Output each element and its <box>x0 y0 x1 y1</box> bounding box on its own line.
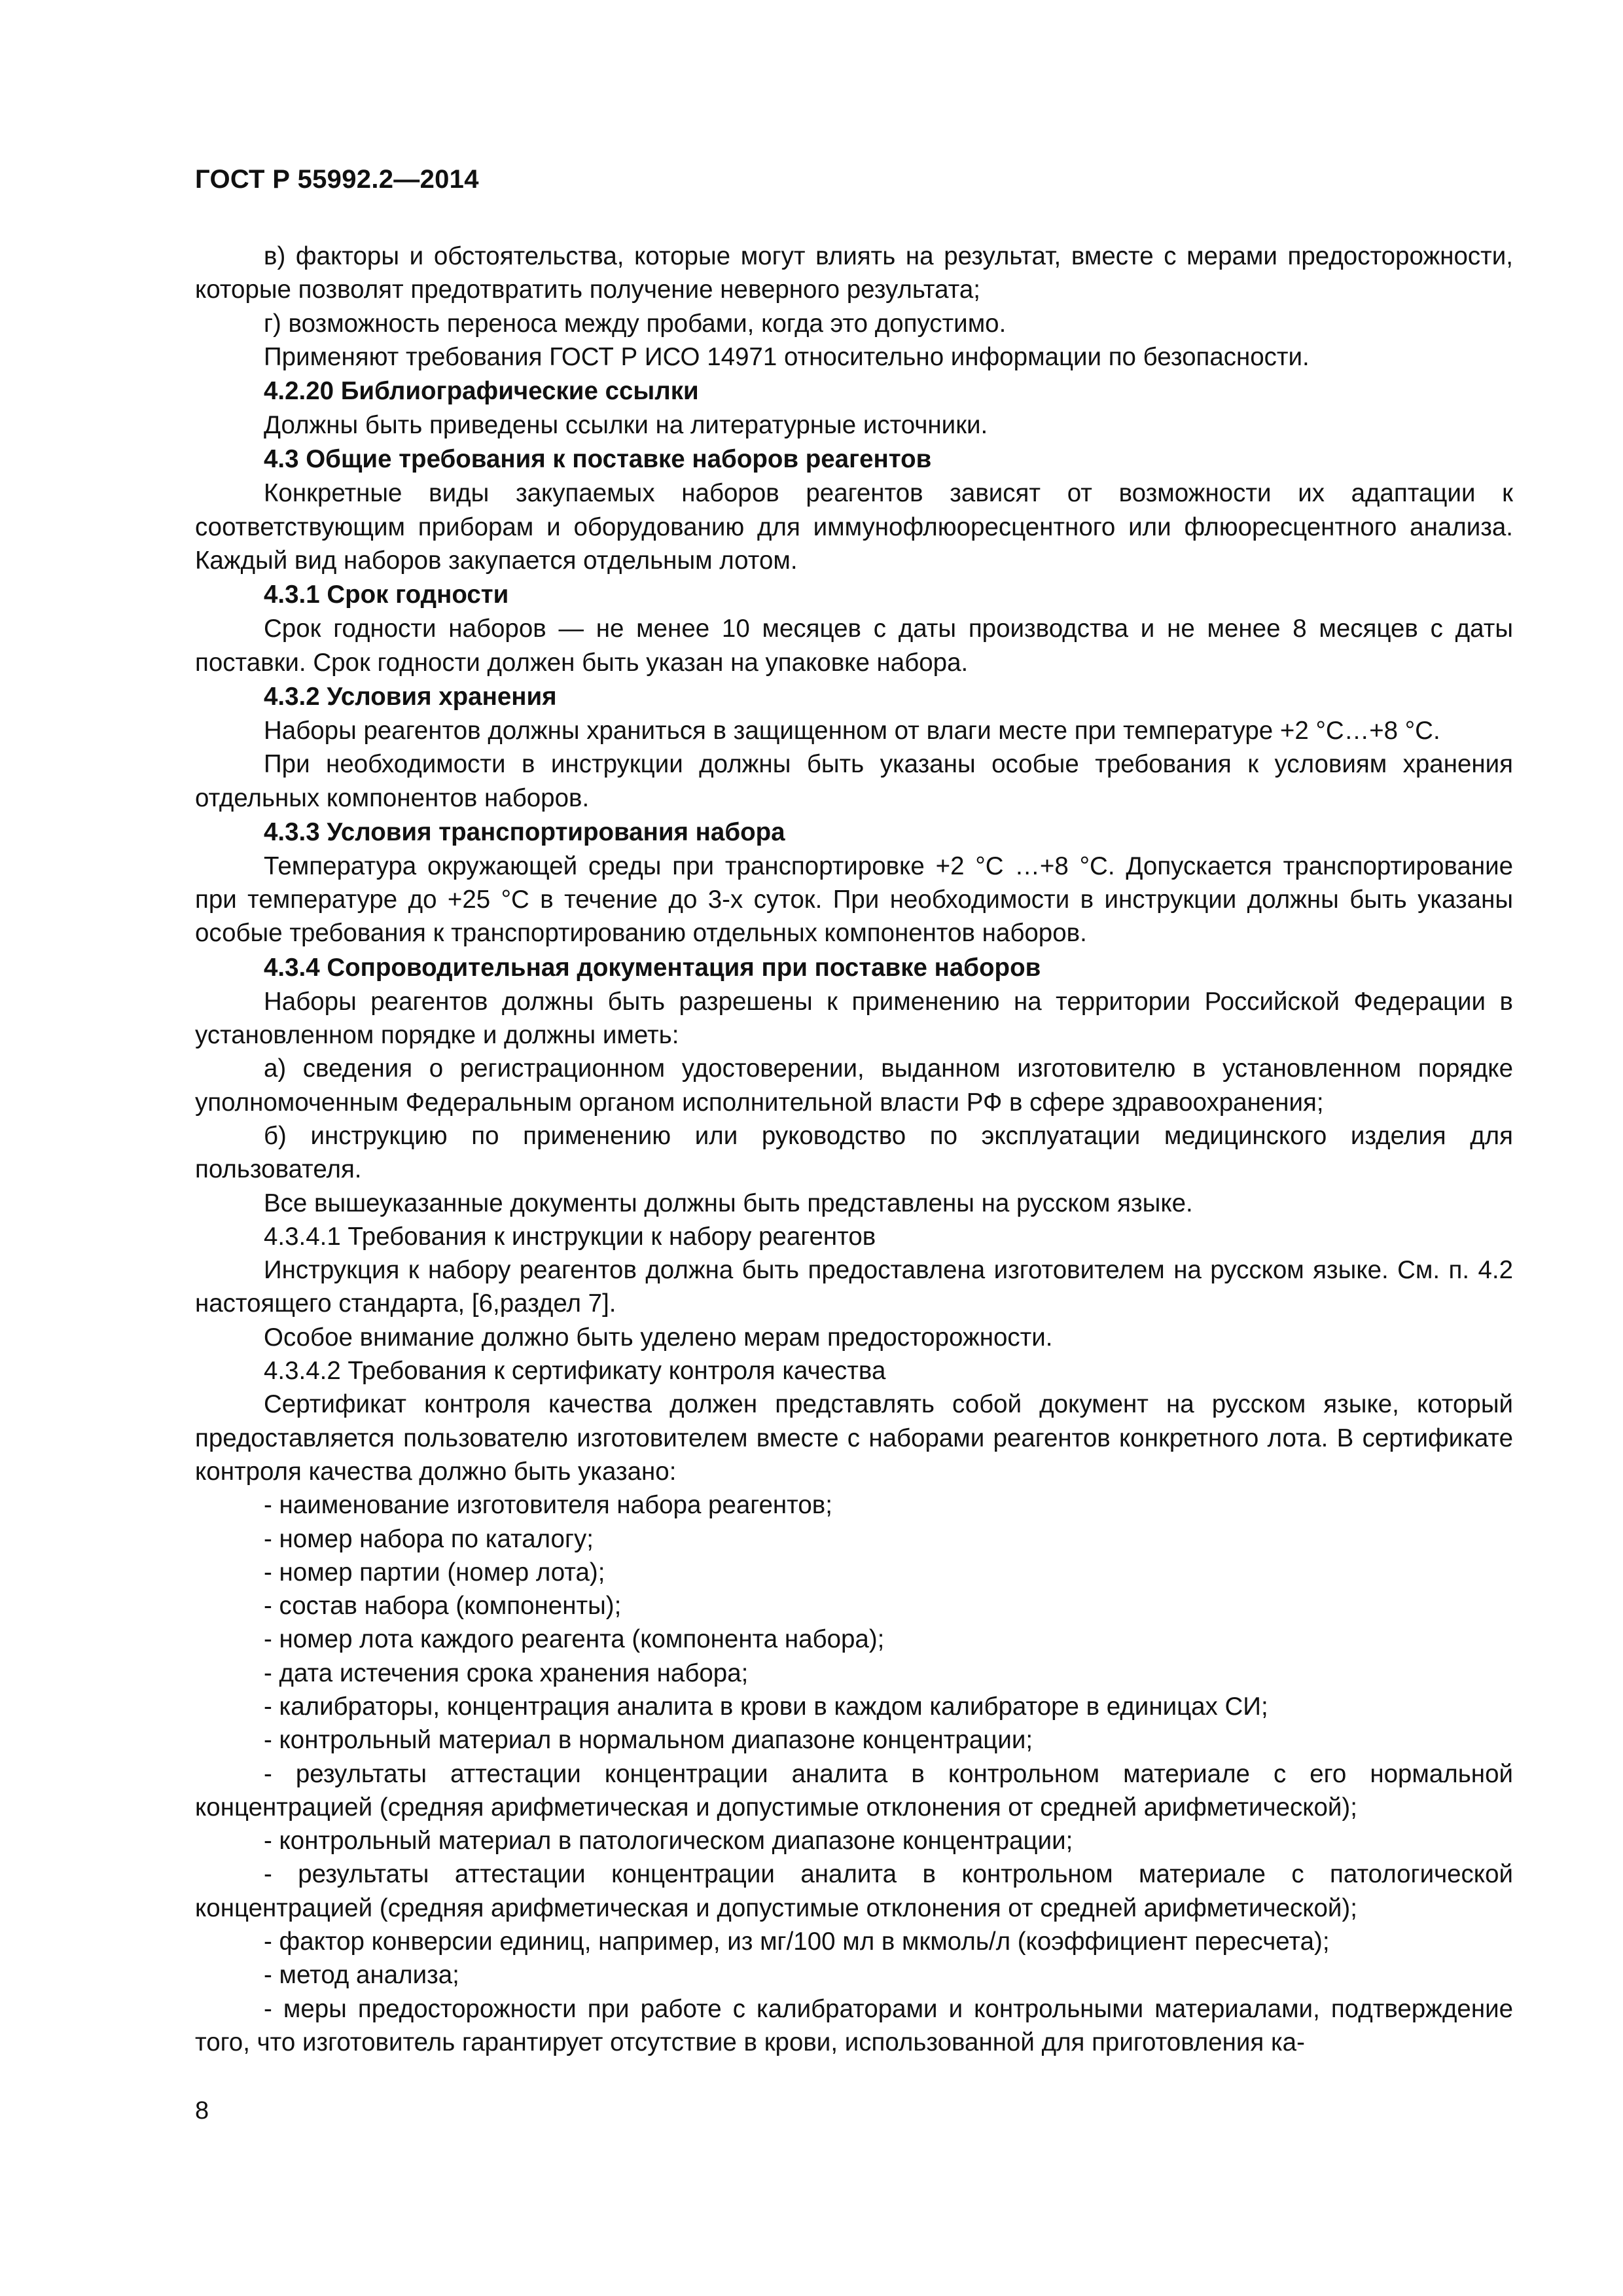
list-item: - контрольный материал в патологическом диапазоне концентрации; <box>264 1827 1073 1856</box>
page-number: 8 <box>195 2097 209 2125</box>
list-item: - результаты аттестации концентрации аналита в контрольном материале с его нормальной концентрацией (средняя арифметическая и допустимые отклонения от средней арифметической); <box>195 1759 1513 1821</box>
instruction-paragraph: Инструкция к набору реагентов должна быть предоставлена изготовителем на русском языке. См. п. 4.2 настоящего стандарта, [6,раздел 7]. <box>195 1256 1513 1318</box>
list-item-g-carryover: г) возможность переноса между пробами, когда это допустимо. <box>264 309 1007 338</box>
russian-language-paragraph: Все вышеуказанные документы должны быть представлены на русском языке. <box>264 1189 1193 1217</box>
section-heading-4-3-1: 4.3.1 Срок годности <box>264 581 509 609</box>
document-code: ГОСТ Р 55992.2—2014 <box>195 165 479 194</box>
kits-types-paragraph: Конкретные виды закупаемых наборов реагентов зависят от возможности их адаптации к соответствующим приборам и оборудованию для иммунофлюоресцентного или флюоресцентного анализа. Каждый вид наборов закупается отдельным лотом. <box>195 479 1513 575</box>
list-item: - меры предосторожности при работе с калибраторами и контрольными материалами, подтверждение того, что изготовитель гарантирует отсутствие в крови, использованной для приготовления ка- <box>195 1994 1513 2056</box>
list-item: - номер набора по каталогу; <box>264 1524 594 1553</box>
list-item: - результаты аттестации концентрации аналита в контрольном материале с патологической концентрацией (средняя арифметическая и допустимые отклонения от средней арифметической); <box>195 1860 1513 1922</box>
section-heading-4-3: 4.3 Общие требования к поставке наборов реагентов <box>264 445 932 474</box>
documentation-intro-paragraph: Наборы реагентов должны быть разрешены к применению на территории Российской Федерации в установленном порядке и должны иметь: <box>195 987 1513 1050</box>
list-item-a-registration: а) сведения о регистрационном удостоверении, выданном изготовителю в установленном порядке уполномоченным Федеральным органом исполнительной власти РФ в сфере здравоохранения; <box>195 1054 1513 1117</box>
safety-info-paragraph: Применяют требования ГОСТ Р ИСО 14971 относительно информации по безопасности. <box>264 342 1310 371</box>
precautions-paragraph: Особое внимание должно быть уделено мерам предосторожности. <box>264 1323 1053 1352</box>
subsection-heading-4-3-4-2: 4.3.4.2 Требования к сертификату контроля качества <box>264 1357 886 1386</box>
certificate-intro-paragraph: Сертификат контроля качества должен представлять собой документ на русском языке, который предоставляется пользователю изготовителем вместе с наборами реагентов конкретного лота. В сертификате контроля качества должно быть указано: <box>195 1390 1513 1486</box>
list-item-b-instruction: б) инструкцию по применению или руководство по эксплуатации медицинского изделия для пользователя. <box>195 1121 1513 1184</box>
shelf-life-paragraph: Срок годности наборов — не менее 10 месяцев с даты производства и не менее 8 месяцев с даты поставки. Срок годности должен быть указан на упаковке набора. <box>195 615 1513 677</box>
section-heading-4-3-4: 4.3.4 Сопроводительная документация при поставке наборов <box>264 953 1041 982</box>
list-item: - состав набора (компоненты); <box>264 1592 622 1621</box>
references-paragraph: Должны быть приведены ссылки на литературные источники. <box>264 411 988 440</box>
subsection-heading-4-3-4-1: 4.3.4.1 Требования к инструкции к набору реагентов <box>264 1222 876 1251</box>
list-item: - дата истечения срока хранения набора; <box>264 1659 749 1687</box>
document-body <box>195 240 1513 2059</box>
storage-temperature-paragraph: Наборы реагентов должны храниться в защищенном от влаги месте при температуре +2 °С…+8 °С. <box>264 716 1440 745</box>
list-item: - контрольный материал в нормальном диапазоне концентрации; <box>264 1726 1033 1755</box>
list-item: - номер партии (номер лота); <box>264 1558 605 1587</box>
list-item-v-factors: в) факторы и обстоятельства, которые могут влиять на результат, вместе с мерами предосторожности, которые позволят предотвратить получение неверного результата; <box>195 242 1513 304</box>
list-item: - метод анализа; <box>264 1961 459 1990</box>
transport-paragraph: Температура окружающей среды при транспортировке +2 °С …+8 °С. Допускается транспортирование при температуре до +25 °С в течение до 3-х суток. При необходимости в инструкции должны быть указаны особые требования к транспортированию отдельных компонентов наборов. <box>195 852 1513 948</box>
section-heading-4-2-20: 4.2.20 Библиографические ссылки <box>264 377 699 406</box>
list-item: - фактор конверсии единиц, например, из мг/100 мл в мкмоль/л (коэффициент пересчета); <box>264 1928 1330 1956</box>
list-item: - наименование изготовителя набора реагентов; <box>264 1491 832 1520</box>
section-heading-4-3-2: 4.3.2 Условия хранения <box>264 682 557 711</box>
storage-special-paragraph: При необходимости в инструкции должны быть указаны особые требования к условиям хранения отдельных компонентов наборов. <box>195 750 1513 812</box>
section-heading-4-3-3: 4.3.3 Условия транспортирования набора <box>264 817 785 846</box>
list-item: - калибраторы, концентрация аналита в крови в каждом калибраторе в единицах СИ; <box>264 1692 1268 1721</box>
list-item: - номер лота каждого реагента (компонента набора); <box>264 1625 885 1654</box>
